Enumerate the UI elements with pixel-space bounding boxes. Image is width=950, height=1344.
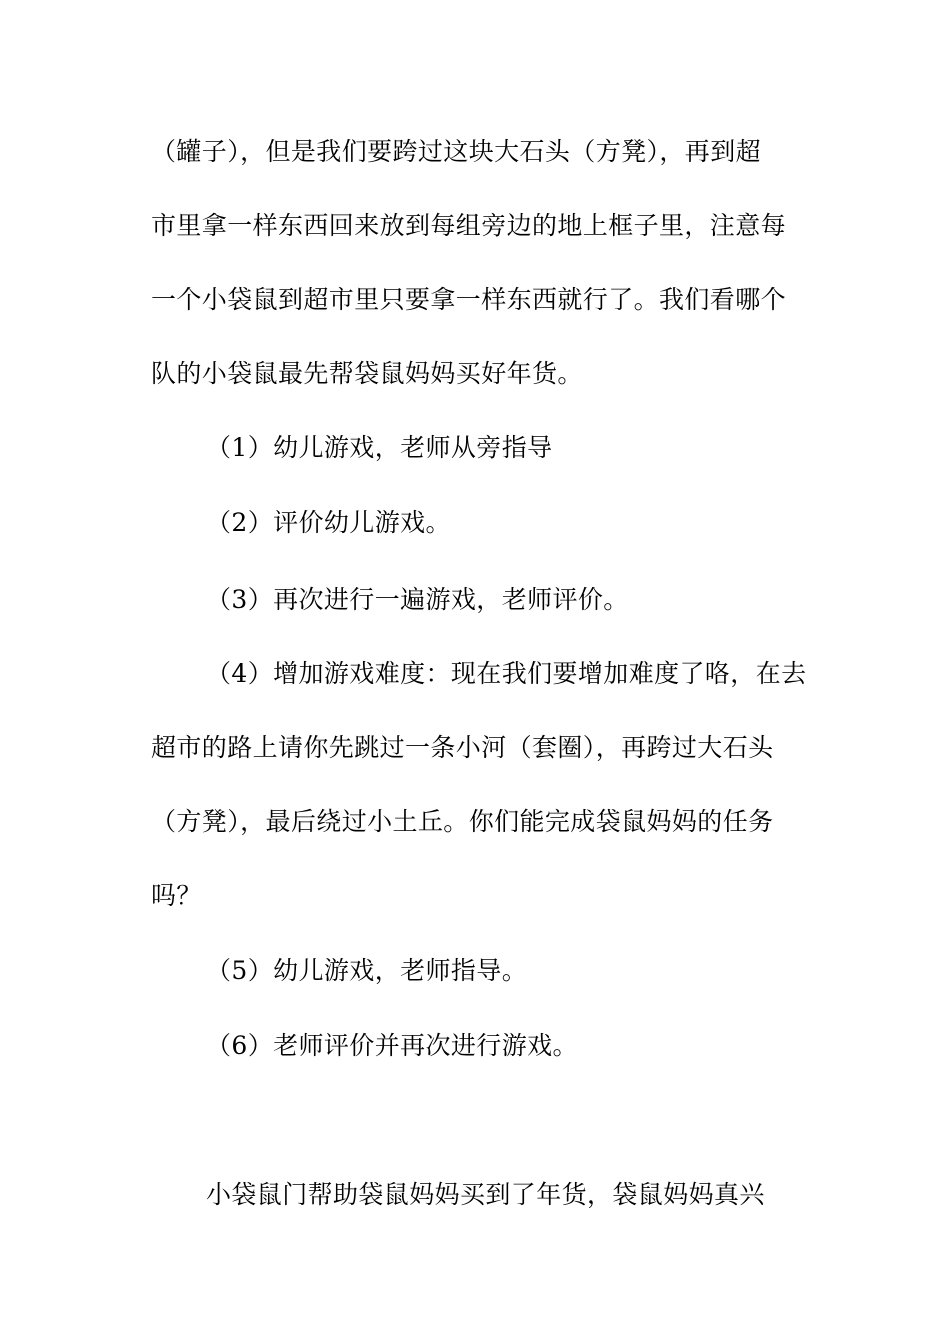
list-item: （1）幼儿游戏，老师从旁指导 (206, 433, 553, 462)
list-item: （3）再次进行一遍游戏，老师评价。 (206, 585, 629, 614)
list-item: （2）评价幼儿游戏。 (206, 508, 451, 537)
paragraph-line: 小袋鼠门帮助袋鼠妈妈买到了年货，袋鼠妈妈真兴 (206, 1180, 765, 1209)
list-item: （6）老师评价并再次进行游戏。 (206, 1031, 578, 1060)
list-item: （4）增加游戏难度：现在我们要增加难度了咯，在去 (206, 659, 807, 688)
paragraph-line: 市里拿一样东西回来放到每组旁边的地上框子里，注意每 (151, 211, 787, 240)
paragraph-line: 超市的路上请你先跳过一条小河（套圈），再跨过大石头 (151, 733, 774, 762)
paragraph-line: 吗？ (151, 881, 202, 910)
paragraph-line: 队的小袋鼠最先帮袋鼠妈妈买好年货。 (151, 359, 583, 388)
list-item: （5）幼儿游戏，老师指导。 (206, 956, 528, 985)
paragraph-line: 一个小袋鼠到超市里只要拿一样东西就行了。我们看哪个 (151, 285, 787, 314)
paragraph-line: （方凳），最后绕过小土丘。你们能完成袋鼠妈妈的任务 (151, 807, 774, 836)
paragraph-line: （罐子），但是我们要跨过这块大石头（方凳），再到超 (151, 137, 762, 166)
